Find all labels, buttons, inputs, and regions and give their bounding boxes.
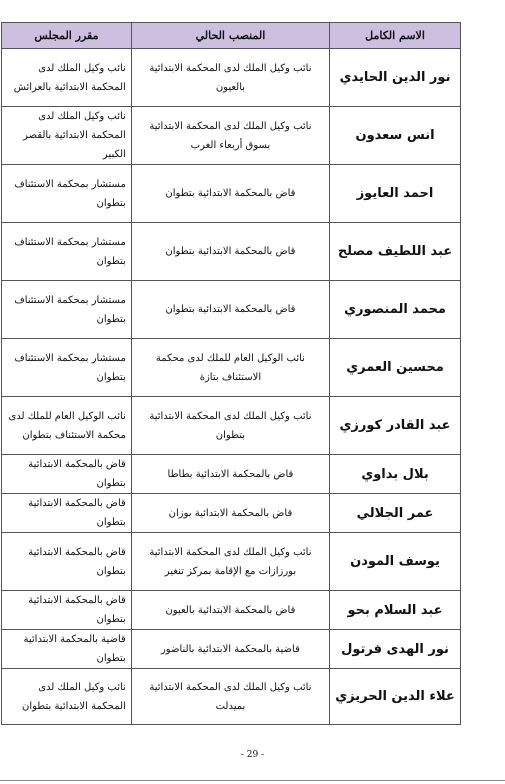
cell-seat: قاض بالمحكمة الابتدائية بتطوان (2, 591, 132, 630)
cell-name: علاء الدين الحريزي (330, 669, 461, 725)
cell-seat: مستشار بمحكمة الاستئناف بتطوان (2, 339, 132, 397)
table-row (2, 630, 461, 669)
cell-name: عبد السلام بحو (330, 591, 461, 630)
cell-seat: قاض بالمحكمة الابتدائية بتطوان (2, 494, 132, 533)
table-row (2, 281, 461, 339)
cell-position: قاض بالمحكمة الابتدائية بوزان (131, 494, 329, 533)
footer-divider (0, 780, 505, 781)
table-row (2, 455, 461, 494)
cell-position: نائب وكيل الملك لدى المحكمة الابتدائية بميدلت (131, 669, 329, 725)
table-row (2, 669, 461, 725)
cell-position: نائب وكيل الملك لدى المحكمة الابتدائية بتطوان (131, 397, 329, 455)
cell-position: نائب وكيل الملك لدى المحكمة الابتدائية بسوق أربعاء الغرب (131, 107, 329, 165)
cell-seat: قاض بالمحكمة الابتدائية بتطوان (2, 455, 132, 494)
header-seat: مقرر المجلس (2, 23, 132, 49)
table-row (2, 397, 461, 455)
cell-seat: نائب وكيل الملك لدى المحكمة الابتدائية بتطوان (2, 669, 132, 725)
cell-position: قاض بالمحكمة الابتدائية بتطوان (131, 223, 329, 281)
table-row (2, 165, 461, 223)
cell-name: محمد المنصوري (330, 281, 461, 339)
cell-name: يوسف المودن (330, 533, 461, 591)
cell-position: قاضية بالمحكمة الابتدائية بالناضور (131, 630, 329, 669)
cell-name: عبد القادر كورزي (330, 397, 461, 455)
cell-name: احمد العايوز (330, 165, 461, 223)
cell-name: نور الهدى فرتول (330, 630, 461, 669)
table-row (2, 49, 461, 107)
header-row (2, 23, 461, 49)
appointments-table (1, 22, 461, 725)
cell-seat: مستشار بمحكمة الاستئناف بتطوان (2, 223, 132, 281)
header-name: الاسم الكامل (330, 23, 461, 49)
cell-name: انس سعدون (330, 107, 461, 165)
cell-name: عبد اللطيف مصلح (330, 223, 461, 281)
table-row (2, 591, 461, 630)
cell-position: قاض بالمحكمة الابتدائية بتطوان (131, 165, 329, 223)
table-header (2, 23, 461, 49)
cell-position: قاض بالمحكمة الابتدائية بتطوان (131, 281, 329, 339)
cell-name: محسين العمري (330, 339, 461, 397)
cell-seat: نائب وكيل الملك لدى المحكمة الابتدائية بالعرائش (2, 49, 132, 107)
cell-seat: نائب الوكيل العام للملك لدى محكمة الاستئناف بتطوان (2, 397, 132, 455)
cell-position: قاض بالمحكمة الابتدائية بالعيون (131, 591, 329, 630)
cell-seat: مستشار بمحكمة الاستئناف بتطوان (2, 165, 132, 223)
cell-name: بلال بداوي (330, 455, 461, 494)
table-body (2, 49, 461, 725)
cell-seat: نائب وكيل الملك لدى المحكمة الابتدائية بالقصر الكبير (2, 107, 132, 165)
table-row (2, 339, 461, 397)
page-number: - 29 - (240, 750, 265, 760)
cell-position: نائب وكيل الملك لدى المحكمة الابتدائية بورزازات مع الإقامة بمركز تنغير (131, 533, 329, 591)
table-row (2, 223, 461, 281)
cell-position: نائب وكيل الملك لدى المحكمة الابتدائية بالعيون (131, 49, 329, 107)
cell-name: عمر الجلالي (330, 494, 461, 533)
table-row (2, 494, 461, 533)
cell-seat: قاض بالمحكمة الابتدائية بتطوان (2, 533, 132, 591)
table-row (2, 107, 461, 165)
cell-seat: مستشار بمحكمة الاستئناف بتطوان (2, 281, 132, 339)
cell-position: نائب الوكيل العام للملك لدى محكمة الاستئناف بتازة (131, 339, 329, 397)
table-row (2, 533, 461, 591)
cell-name: نور الدين الحايدي (330, 49, 461, 107)
cell-position: قاض بالمحكمة الابتدائية بطاطا (131, 455, 329, 494)
cell-seat: قاضية بالمحكمة الابتدائية بتطوان (2, 630, 132, 669)
header-position: المنصب الحالي (131, 23, 329, 49)
